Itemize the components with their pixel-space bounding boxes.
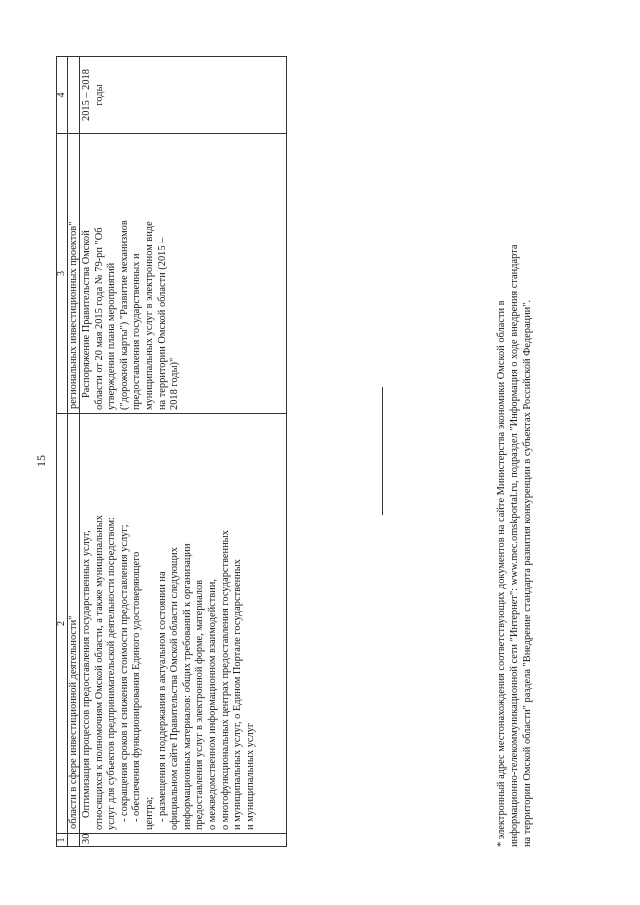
description-line: - размещения и поддержания в актуальном состоянии на: [156, 571, 168, 822]
document-line: области от 20 мая 2015 года № 79-рп "Об: [93, 227, 105, 410]
description-line: о межведомственном информационном взаимодействии,: [206, 579, 218, 830]
document-line: Распоряжение Правительства Омской: [81, 230, 92, 398]
description-line: предоставления услуг в электронной форме, материалов: [194, 579, 206, 830]
table-row: [80, 57, 287, 847]
description-line: - обеспечения функционирования Единого удостоверяющего: [131, 551, 143, 822]
description-line: о многофункциональных центрах предоставления государственных: [219, 530, 231, 830]
document-line: муниципальных услуг в электронном виде: [143, 221, 155, 410]
description-line: центра;: [143, 796, 155, 830]
section-cell-3: региональных инвестиционных проектов": [68, 134, 80, 414]
description-line: услуг для субъектов предпринимательской деятельности посредством:: [106, 517, 118, 830]
document-line: предоставления государственных и: [131, 253, 143, 410]
document-line: на территории Омской области (2015 –: [156, 237, 168, 410]
separator-line: [382, 387, 383, 515]
page-number: 15: [34, 455, 48, 467]
section-cell-4: [68, 57, 80, 134]
description-line: официальном сайте Правительства Омской области следующих: [169, 547, 181, 830]
period-line: годы: [93, 84, 105, 106]
footnote: [495, 67, 534, 847]
header-col-2: 2: [57, 414, 68, 834]
description-line: относящихся к полномочиям Омской области, а также муниципальных: [93, 515, 105, 830]
footnote-line: информационно-телекоммуникационной сети "Интернет": www.mec.omskportal.ru, подраздел "Информация о ходе внедрения стандарта: [509, 244, 520, 847]
legal-document: [80, 134, 287, 414]
description-line: информационных материалов: общих требований к организации: [181, 543, 193, 830]
header-col-4: 4: [57, 57, 68, 134]
footnote-line: * электронный адрес местонахождения соответствующих документов на сайте Министерства экономики Омской области в: [496, 300, 507, 847]
description-line: и муниципальных услуг: [244, 722, 256, 830]
section-cell-1: [68, 834, 80, 847]
section-cell-2: области в сфере инвестиционной деятельности": [68, 414, 80, 834]
description-line: Оптимизация процессов предоставления государственных услуг,: [81, 530, 92, 818]
document-line: утверждении плана мероприятий: [106, 262, 118, 410]
header-col-1: 1: [57, 834, 68, 847]
footnote-line: на территории Омской области" раздела "Внедрение стандарта развития конкуренции в субъектах Российской Федерации".: [522, 299, 533, 847]
measure-description: [80, 414, 287, 834]
document-line: ("дорожной карты") "Развитие механизмов: [118, 220, 130, 410]
row-number: 30: [80, 834, 287, 847]
header-col-3: 3: [57, 134, 68, 414]
table-header-row: [57, 57, 68, 847]
period-line: 2015 – 2018: [81, 69, 92, 121]
description-line: - сокращения сроков и снижения стоимости предоставления услуг;: [118, 524, 130, 822]
section-continuation-row: [68, 57, 80, 847]
document-line: 2018 годы)": [169, 357, 181, 410]
measures-table: [56, 56, 287, 847]
implementation-period: [80, 57, 287, 134]
description-line: и муниципальных услуг, о Едином Портале государственных: [232, 559, 244, 830]
